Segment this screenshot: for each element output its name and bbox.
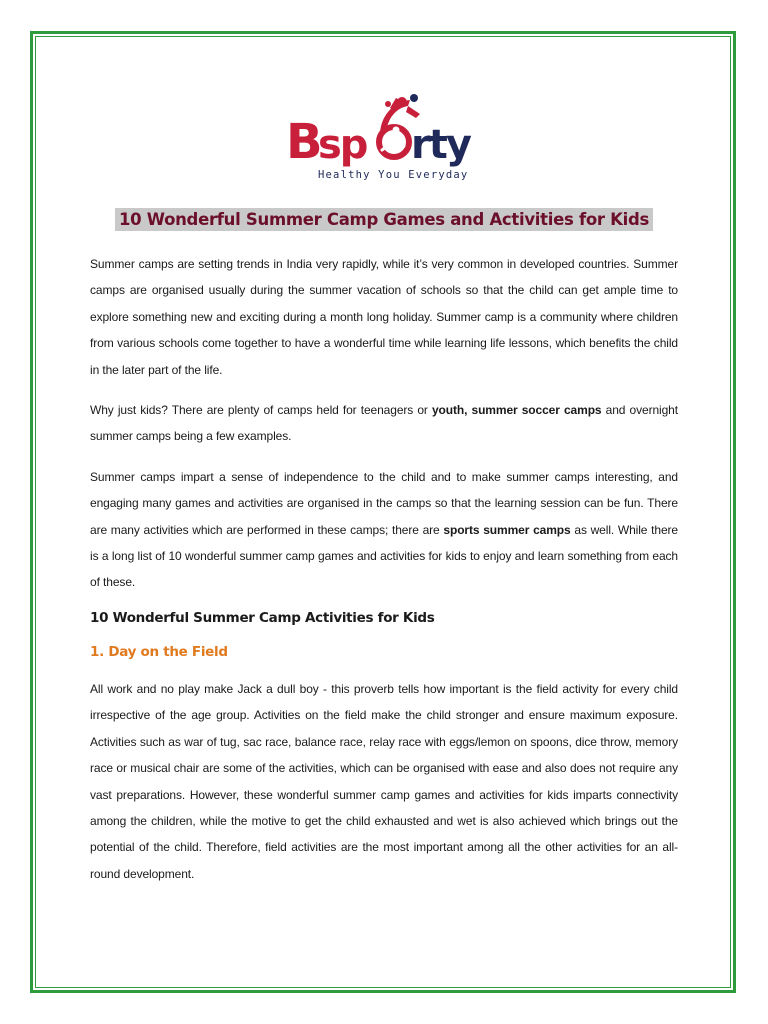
logo-text-rty: rty [411,122,470,168]
article-body [90,208,678,901]
why-kids-paragraph: Why just kids? There are plenty of camps held for teenagers or youth, summer soccer camps and overnight summer camps being a few examples. [90,403,678,444]
logo-runner-icon [379,127,409,158]
independence-paragraph: Summer camps impart a sense of independence to the child and to make summer camps interesting, and engaging many games and activities are organised in the camps so that the learning session can be fun. There are many activities which are performed in these camps; there are sports summer camps as well. While there is a long list of 10 wonderful summer camp games and activities for kids to enjoy and learn something from each of these. [90,469,679,590]
article-title: 10 Wonderful Summer Camp Games and Activities for Kids [115,208,653,231]
day-on-field-paragraph: All work and no play make Jack a dull boy - this proverb tells how important is the field activity for every child irrespective of the age group. Activities on the field make the child stronger and ensure maximum exposure. Activities such as war of tug, sac race, balance race, relay race with eggs/lemon on spoons, dice throw, memory race or musical chair are some of the activities, which can be organised with ease and also does not require any vast preparations. However, these wonderful summer camp games and activities for kids imparts connectivity among the children, while the motive to get the child exhausted and wet is also achieved which brings out the potential of the child. Therefore, field activities are the most important among all the other activities for an all-round development. [90,681,678,881]
sports-summer-camps-bold: sports summer camps [443,522,571,537]
bsporty-logo [284,92,488,184]
youth-soccer-camps-bold: youth, summer soccer camps [431,403,602,418]
section-heading: 10 Wonderful Summer Camp Activities for Kids [90,609,435,626]
logo-text-b: B [286,114,321,170]
day-on-field-heading: 1. Day on the Field [90,643,228,660]
logo-tagline: Healthy You Everyday [318,169,469,181]
logo-text-sp: sp [318,122,367,168]
intro-paragraph: Summer camps are setting trends in India very rapidly, while it’s very common in developed countries. Summer camps are organised usually during the summer vacation of schools so that the child can get ample time to explore something new and exciting during a month long holiday. Summer camp is a community where children from various schools come together to have a wonderful time while learning life lessons, which benefits the child in the later part of the life. [90,257,678,377]
